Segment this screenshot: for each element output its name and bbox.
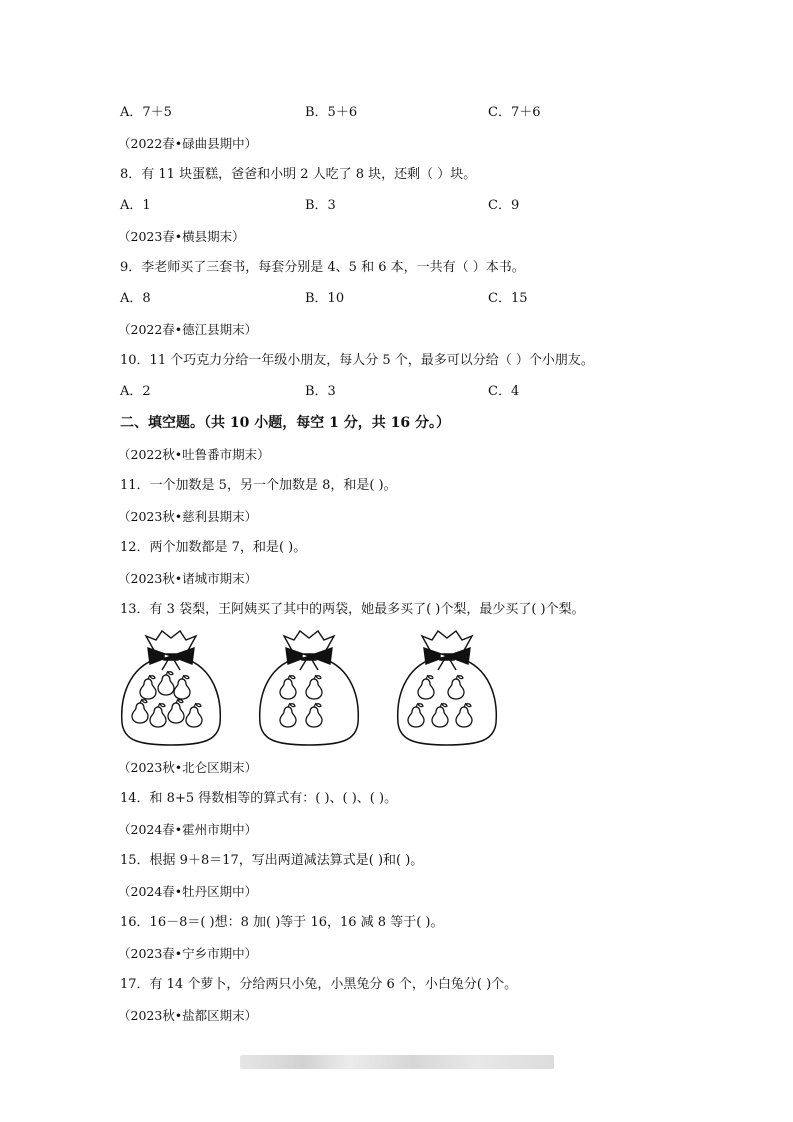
q8-source: （2022春•碌曲县期中） [118, 136, 258, 151]
q13-text: 13．有 3 袋梨，王阿姨买了其中的两袋，她最多买了( )个梨，最少买了( )个梨。 [120, 602, 585, 617]
q13-source: （2023秋•诸城市期末） [118, 571, 258, 586]
blurred-footer [240, 1055, 554, 1069]
q12-text: 12．两个加数都是 7，和是( )。 [120, 540, 307, 555]
q7-option-c: C．7＋6 [488, 105, 541, 120]
q15-text: 15．根据 9＋8＝17，写出两道减法算式是( )和( )。 [120, 853, 424, 868]
q11-text: 11．一个加数是 5，另一个加数是 8，和是( )。 [120, 478, 397, 493]
q9-text: 9．李老师买了三套书，每套分别是 4、5 和 6 本，一共有（ ）本书。 [120, 260, 525, 275]
q9-option-c: C．15 [488, 291, 528, 306]
q8-text: 8．有 11 块蛋糕，爸爸和小明 2 人吃了 8 块，还剩（ ）块。 [120, 167, 477, 182]
q12-source: （2023秋•慈利县期末） [118, 509, 258, 524]
bag-body [398, 658, 497, 745]
q16-text: 16．16－8＝( )想：8 加( )等于 16，16 减 8 等于( )。 [120, 915, 444, 930]
q9-option-a: A．8 [120, 291, 151, 306]
section-heading: 二、填空题。（共 10 小题，每空 1 分，共 16 分。） [120, 415, 450, 431]
pear-bag-2 [256, 628, 362, 748]
q10-option-c: C．4 [488, 384, 520, 399]
q15-source: （2024春•霍州市期中） [118, 822, 258, 837]
q10-option-b: B．3 [305, 384, 336, 399]
bag-body [260, 658, 359, 745]
q16-source: （2024春•牡丹区期中） [118, 884, 258, 899]
q18-source: （2023秋•盐都区期末） [118, 1008, 258, 1023]
pear-bag-1 [118, 628, 224, 748]
q8-option-a: A．1 [120, 198, 151, 213]
q7-option-a: A．7＋5 [120, 105, 172, 120]
bag-body [122, 658, 221, 745]
q10-text: 10．11 个巧克力分给一年级小朋友，每人分 5 个，最多可以分给（ ）个小朋友。 [120, 353, 594, 368]
pear-bag-3 [394, 628, 500, 748]
q14-source: （2023秋•北仑区期末） [118, 760, 258, 775]
q11-source: （2022秋•吐鲁番市期末） [118, 447, 270, 462]
q8-option-b: B．3 [305, 198, 336, 213]
q14-text: 14．和 8+5 得数相等的算式有：( )、( )、( )。 [120, 791, 398, 806]
q9-source: （2023春•横县期末） [118, 229, 245, 244]
q9-option-b: B．10 [305, 291, 345, 306]
pear-bags-illustration [118, 628, 498, 748]
q17-source: （2023春•宁乡市期中） [118, 946, 258, 961]
q17-text: 17．有 14 个萝卜，分给两只小兔，小黑兔分 6 个，小白兔分( )个。 [120, 977, 518, 992]
q10-source: （2022春•德江县期末） [118, 322, 258, 337]
q8-option-c: C．9 [488, 198, 520, 213]
q10-option-a: A．2 [120, 384, 151, 399]
q7-option-b: B．5＋6 [305, 105, 358, 120]
